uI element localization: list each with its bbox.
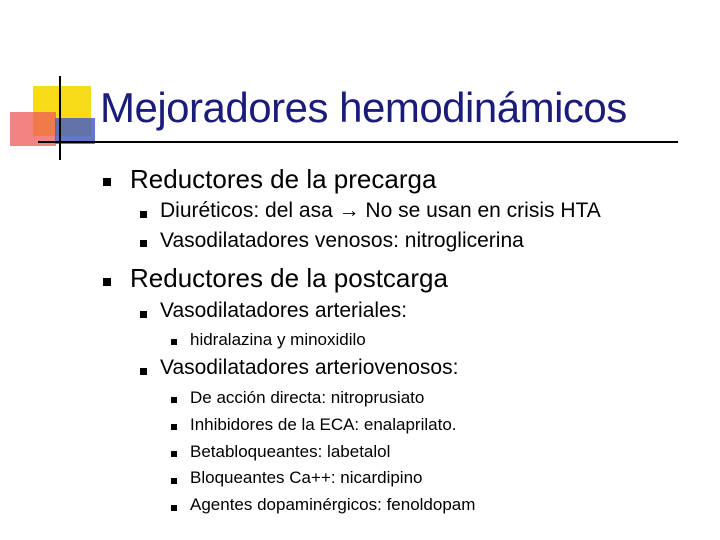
bullet-square [171, 478, 177, 484]
bullet-l3-ieca: Inhibidores de la ECA: enalaprilato. [190, 415, 457, 434]
bullet-l1-postcarga: Reductores de la postcarga [130, 263, 448, 293]
bullet-l2-vasodilatadores-arteriales: Vasodilatadores arteriales: [160, 299, 408, 322]
bullet-square [171, 505, 177, 511]
bullet-square [140, 240, 147, 247]
bullet-l2-vasodilatadores-arteriovenosos: Vasodilatadores arteriovenosos: [160, 356, 459, 379]
bullet-l1-precarga: Reductores de la precarga [130, 164, 437, 194]
bullet-square [171, 397, 177, 403]
bullet-square [140, 311, 147, 318]
bullet-l3-betabloqueantes: Betabloqueantes: labetalol [190, 442, 391, 461]
bullet-l3-accion-directa: De acción directa: nitroprusiato [190, 388, 425, 407]
bullet-l3-bloqueantes-ca: Bloqueantes Ca++: nicardipino [190, 468, 423, 487]
title-rule [38, 141, 678, 143]
bullet-square [171, 424, 177, 430]
bullet-square [103, 178, 111, 186]
bullet-l3-hidralazina: hidralazina y minoxidilo [190, 330, 366, 349]
logo-vertical-line [59, 76, 61, 160]
bullet-square [171, 339, 177, 345]
bullet-l2-vasodilatadores-venosos: Vasodilatadores venosos: nitroglicerina [160, 229, 524, 252]
bullet-square [103, 278, 111, 286]
bullet-square [140, 211, 147, 218]
bullet-l3-dopaminergicos: Agentes dopaminérgicos: fenoldopam [190, 495, 476, 514]
slide-title: Mejoradores hemodinámicos [100, 84, 627, 131]
bullet-l2-diureticos: Diuréticos: del asa → No se usan en crisis HTA [160, 199, 601, 222]
bullet-square [140, 368, 147, 375]
bullet-square [171, 451, 177, 457]
